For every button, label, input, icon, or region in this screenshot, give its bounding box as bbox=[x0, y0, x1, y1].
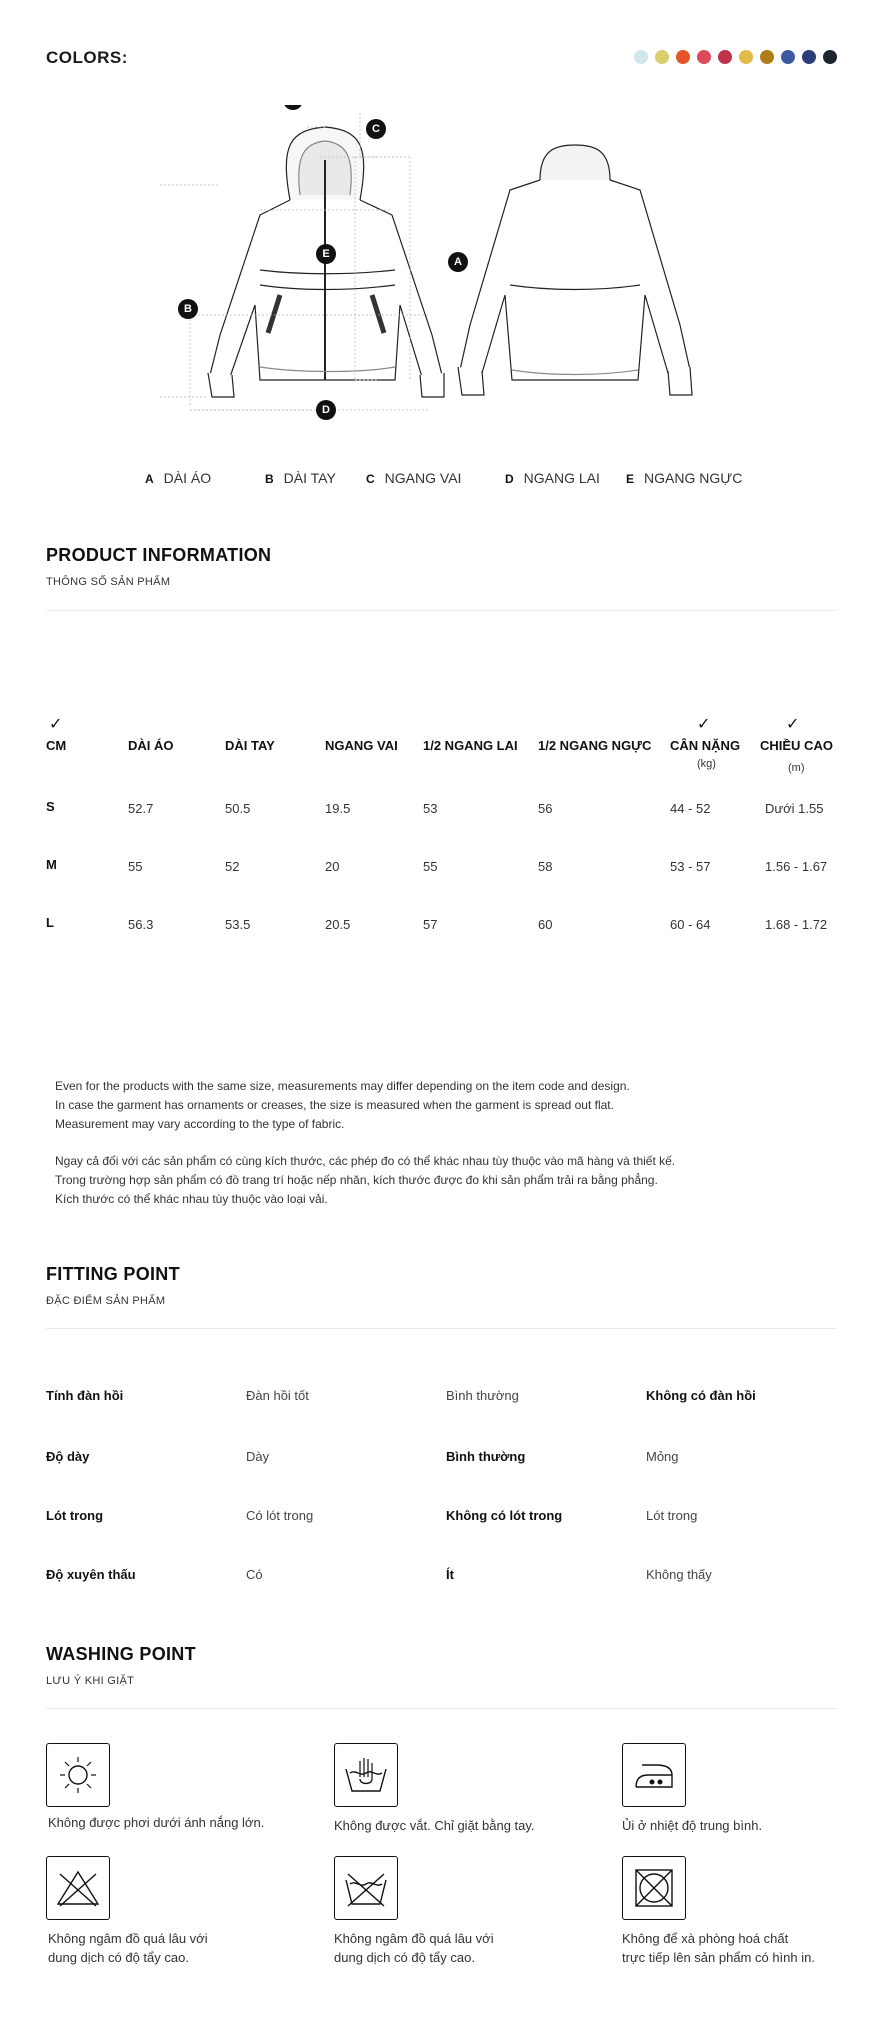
col-header-length: DÀI ÁO bbox=[128, 738, 174, 753]
fitting-subtitle: ĐẶC ĐIỂM SẢN PHẨM bbox=[46, 1295, 166, 1307]
table-cell: 1.56 - 1.67 bbox=[765, 859, 828, 874]
size-cell: M bbox=[46, 857, 57, 872]
measurement-marker-c bbox=[283, 105, 303, 110]
color-swatch[interactable] bbox=[781, 50, 795, 64]
col-header-weight: CÂN NẶNG bbox=[670, 738, 741, 753]
fitting-label: Độ xuyên thấu bbox=[46, 1567, 136, 1582]
marker-e: E bbox=[316, 244, 336, 264]
no-tumble-dry-icon bbox=[622, 1856, 686, 1920]
legend-item-a: A DÀI ÁO bbox=[145, 470, 212, 486]
legend-item-c: C NGANG VAI bbox=[366, 470, 462, 486]
fitting-option: Mỏng bbox=[646, 1449, 679, 1464]
fitting-option: Có bbox=[246, 1567, 263, 1582]
table-cell: 50.5 bbox=[225, 801, 251, 816]
wash-instruction: Không để xà phòng hoá chất trực tiếp lên sản phẩm có hình in. bbox=[622, 1931, 815, 1965]
check-mark: ✓ bbox=[786, 716, 800, 733]
hand-wash-icon bbox=[334, 1743, 398, 1807]
table-cell: 55 bbox=[423, 859, 438, 874]
legend-item-e: E NGANG NGỰC bbox=[626, 470, 743, 486]
wash-instruction: Không được vắt. Chỉ giặt bằng tay. bbox=[334, 1818, 535, 1833]
color-swatch[interactable] bbox=[634, 50, 648, 64]
color-swatch[interactable] bbox=[823, 50, 837, 64]
section-divider bbox=[46, 1708, 837, 1709]
fitting-option: Ít bbox=[446, 1567, 454, 1582]
washing-subtitle: LƯU Ý KHI GIẶT bbox=[46, 1675, 135, 1687]
color-swatch[interactable] bbox=[676, 50, 690, 64]
fitting-label: Độ dày bbox=[46, 1449, 90, 1464]
washing-title: WASHING POINT bbox=[46, 1644, 196, 1664]
check-mark: ✓ bbox=[49, 716, 63, 733]
table-cell: 1.68 - 1.72 bbox=[765, 917, 828, 932]
product-info-subtitle: THÔNG SỐ SẢN PHẨM bbox=[46, 576, 171, 588]
colors-title: COLORS: bbox=[46, 48, 128, 67]
table-cell: 19.5 bbox=[325, 801, 351, 816]
table-cell: 56.3 bbox=[128, 917, 154, 932]
legend-item-d: D NGANG LAI bbox=[505, 470, 600, 486]
fitting-label: Tính đàn hồi bbox=[46, 1388, 124, 1403]
table-cell: 52.7 bbox=[128, 801, 154, 816]
color-swatch[interactable] bbox=[802, 50, 816, 64]
check-mark: ✓ bbox=[697, 716, 711, 733]
fitting-option: Bình thường bbox=[446, 1388, 519, 1403]
table-cell: 57 bbox=[423, 917, 438, 932]
table-cell: 52 bbox=[225, 859, 240, 874]
section-divider bbox=[46, 610, 837, 611]
table-cell: 60 - 64 bbox=[670, 917, 711, 932]
table-cell: 53 bbox=[423, 801, 438, 816]
product-info-title: PRODUCT INFORMATION bbox=[46, 545, 272, 565]
measurement-legend bbox=[0, 470, 883, 490]
color-swatch[interactable] bbox=[739, 50, 753, 64]
table-cell: 55 bbox=[128, 859, 143, 874]
fitting-option: Dày bbox=[246, 1449, 270, 1464]
col-header-half-hem: 1/2 NGANG LAI bbox=[423, 738, 518, 753]
measurement-note-en: Even for the products with the same size, measurements may differ depending on the item code and design. In case the garment has ornaments or creases, the size is measured when the garment is spread out flat. Measurement may vary according to the type of fabric. bbox=[55, 1079, 630, 1131]
color-swatches bbox=[634, 50, 837, 64]
table-cell: 20 bbox=[325, 859, 340, 874]
jacket-measurement-illustration bbox=[160, 105, 740, 435]
color-swatch[interactable] bbox=[655, 50, 669, 64]
marker-c: C bbox=[366, 119, 386, 139]
measurement-note-vi: Ngay cả đối với các sản phẩm có cùng kích thước, các phép đo có thể khác nhau tùy thuộc vào mã hàng và thiết kế. Trong trường hợp sản phẩm có đồ trang trí hoặc nếp nhăn, kích thước được đo khi sản phẩm trải ra bằng phẳng. Kích thước có thể khác nhau tùy thuộc vào loại vải. bbox=[55, 1154, 676, 1206]
legend-item-b: B DÀI TAY bbox=[265, 470, 336, 486]
no-soak-icon bbox=[334, 1856, 398, 1920]
section-divider bbox=[46, 1328, 837, 1329]
color-swatch[interactable] bbox=[718, 50, 732, 64]
iron-medium-icon bbox=[622, 1743, 686, 1807]
col-header-shoulder: NGANG VAI bbox=[325, 738, 398, 753]
table-cell: Dưới 1.55 bbox=[765, 801, 824, 816]
wash-instruction: Không ngâm đồ quá lâu với dung dịch có độ tẩy cao. bbox=[334, 1931, 494, 1965]
wash-instruction: Không được phơi dưới ánh nắng lớn. bbox=[48, 1815, 265, 1830]
no-bleach-icon bbox=[46, 1856, 110, 1920]
col-header-weight-unit: (kg) bbox=[697, 758, 716, 770]
marker-a: A bbox=[448, 252, 468, 272]
fitting-option: Đàn hồi tốt bbox=[246, 1388, 309, 1403]
wash-instruction: Ủi ở nhiệt độ trung bình. bbox=[622, 1818, 763, 1833]
col-header-half-chest: 1/2 NGANG NGỰC bbox=[538, 738, 652, 753]
fitting-option: Bình thường bbox=[446, 1449, 526, 1464]
col-header-size: CM bbox=[46, 738, 67, 753]
col-header-height: CHIỀU CAO bbox=[760, 738, 833, 753]
marker-d: D bbox=[316, 400, 336, 420]
table-cell: 20.5 bbox=[325, 917, 351, 932]
size-cell: S bbox=[46, 799, 55, 814]
fitting-option: Không có lót trong bbox=[446, 1508, 563, 1523]
color-swatch[interactable] bbox=[760, 50, 774, 64]
marker-b: B bbox=[178, 299, 198, 319]
color-swatch[interactable] bbox=[697, 50, 711, 64]
fitting-title: FITTING POINT bbox=[46, 1264, 180, 1284]
fitting-option: Có lót trong bbox=[246, 1508, 314, 1523]
fitting-option: Không thấy bbox=[646, 1567, 712, 1582]
table-cell: 60 bbox=[538, 917, 553, 932]
col-header-sleeve: DÀI TAY bbox=[225, 738, 275, 753]
table-cell: 53 - 57 bbox=[670, 859, 711, 874]
no-sun-dry-icon bbox=[46, 1743, 110, 1807]
wash-instruction: Không ngâm đồ quá lâu với dung dịch có độ tẩy cao. bbox=[48, 1931, 208, 1965]
table-cell: 56 bbox=[538, 801, 553, 816]
fitting-option: Lót trong bbox=[646, 1508, 698, 1523]
fitting-label: Lót trong bbox=[46, 1508, 104, 1523]
fitting-option: Không có đàn hồi bbox=[646, 1388, 756, 1403]
size-cell: L bbox=[46, 915, 54, 930]
table-cell: 44 - 52 bbox=[670, 801, 711, 816]
table-cell: 58 bbox=[538, 859, 553, 874]
col-header-height-unit: (m) bbox=[788, 762, 805, 774]
table-cell: 53.5 bbox=[225, 917, 251, 932]
jacket-back-drawing bbox=[458, 145, 692, 395]
